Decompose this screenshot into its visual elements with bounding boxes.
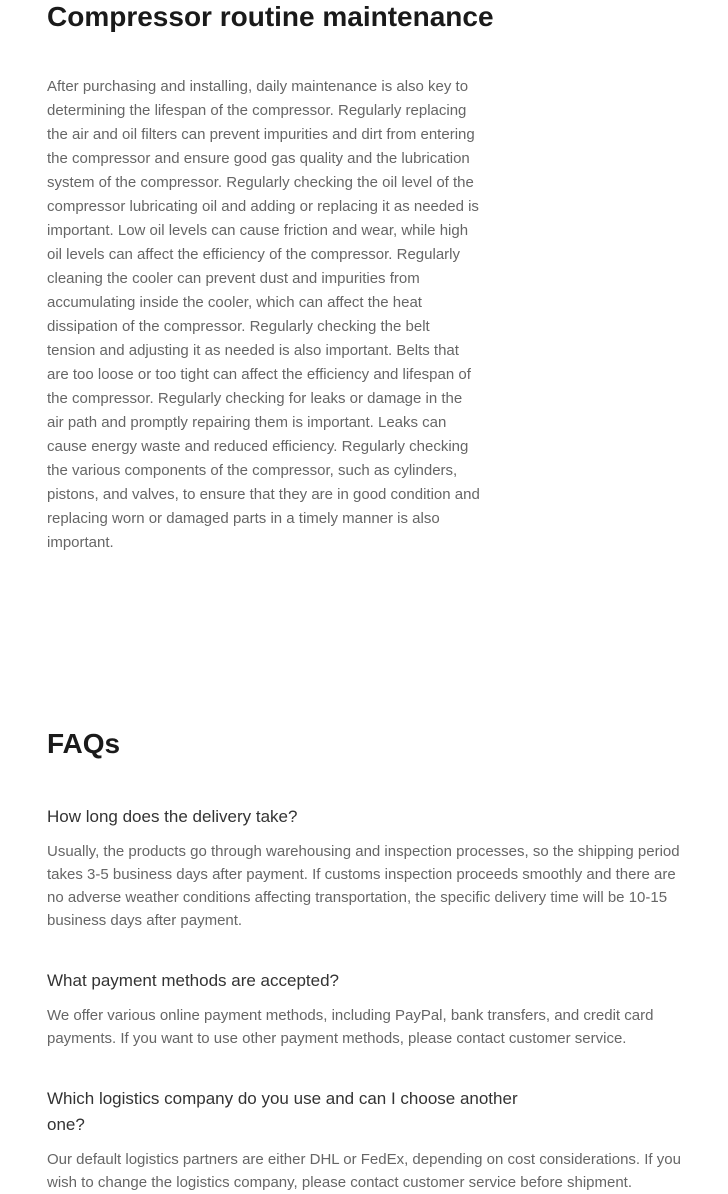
faq-answer-payment-methods: We offer various online payment methods, including PayPal, bank transfers, and credit card payments. If you want to use other payment methods, please contact customer service. xyxy=(47,1007,654,1047)
faq-question-delivery-time: How long does the delivery take? xyxy=(47,807,298,826)
faq-item xyxy=(47,1086,695,1194)
faq-question-logistics-company: Which logistics company do you use and can I choose another one? xyxy=(47,1089,518,1134)
maintenance-section-title: Compressor routine maintenance xyxy=(47,1,494,32)
maintenance-body-paragraph: After purchasing and installing, daily maintenance is also key to determining the lifespan of the compressor. Regularly replacing the air and oil filters can prevent impurities and dirt from entering the compressor and ensure good gas quality and the lubrication system of the compressor. Regularly checking the oil level of the compressor lubricating oil and adding or replacing it as needed is important. Low oil levels can cause friction and wear, while high oil levels can affect the efficiency of the compressor. Regularly cleaning the cooler can prevent dust and impurities from accumulating inside the cooler, which can affect the heat dissipation of the compressor. Regularly checking the belt tension and adjusting it as needed is also important. Belts that are too loose or too tight can affect the efficiency and lifespan of the compressor. Regularly checking for leaks or damage in the air path and promptly repairing them is important. Leaks can cause energy waste and reduced efficiency. Regularly checking the various components of the compressor, such as cylinders, pistons, and valves, to ensure that they are in good condition and replacing worn or damaged parts in a timely manner is also important. xyxy=(47,78,480,551)
faq-item xyxy=(47,968,695,1050)
faq-question-payment-methods: What payment methods are accepted? xyxy=(47,971,339,990)
faq-answer-logistics-company: Our default logistics partners are either DHL or FedEx, depending on cost considerations. If you wish to change the logistics company, please contact customer service before shipment. xyxy=(47,1151,681,1191)
faq-answer-delivery-time: Usually, the products go through warehousing and inspection processes, so the shipping period takes 3-5 business days after payment. If customs inspection proceeds smoothly and there are no adverse weather conditions affecting transportation, the specific delivery time will be 10-15 business days after payment. xyxy=(47,843,680,929)
faqs-section-title: FAQs xyxy=(47,728,121,759)
faq-item xyxy=(47,804,695,932)
